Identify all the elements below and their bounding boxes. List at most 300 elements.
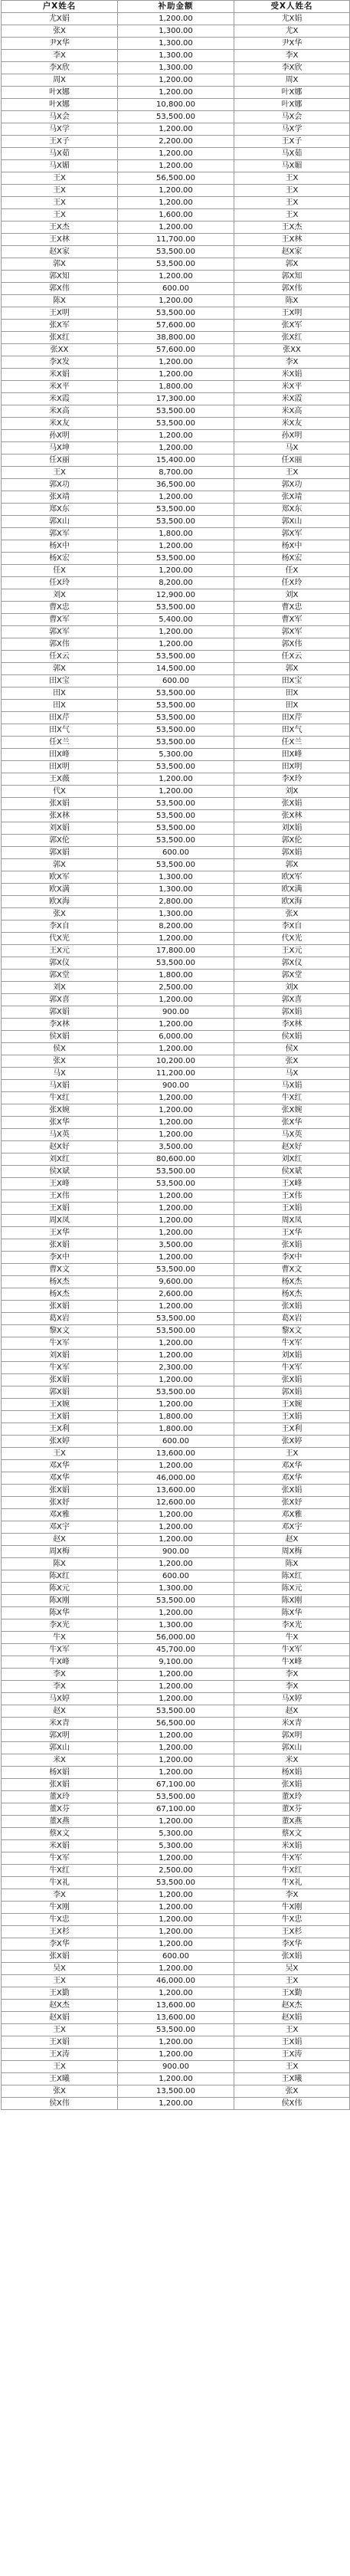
recipient-name-cell: 王X娟 [234, 2036, 350, 2049]
subsidy-amount-cell: 53,500.00 [118, 405, 234, 418]
household-name-cell: 陈X元 [2, 1583, 118, 1595]
table-row [2, 1055, 350, 1068]
table-row [2, 724, 350, 737]
recipient-name-cell: 张XX [234, 344, 350, 356]
subsidy-amount-cell: 1,800.00 [118, 970, 234, 982]
recipient-name-cell: 吴X [234, 1963, 350, 1975]
household-name-cell: 张X娟 [2, 798, 118, 810]
recipient-name-cell: 郭X仪 [234, 957, 350, 970]
recipient-name-cell: 叶X娜 [234, 87, 350, 99]
subsidy-amount-cell: 53,500.00 [118, 2024, 234, 2036]
recipient-name-cell: 田X [234, 687, 350, 700]
household-name-cell: 蔡X文 [2, 1828, 118, 1840]
table-row [2, 405, 350, 418]
subsidy-amount-cell: 1,200.00 [118, 1190, 234, 1203]
subsidy-amount-cell: 3,500.00 [118, 1141, 234, 1153]
recipient-name-cell: 刘X [234, 982, 350, 994]
household-name-cell: 欧X满 [2, 884, 118, 896]
subsidy-amount-cell: 1,200.00 [118, 1681, 234, 1693]
recipient-name-cell: 王X [234, 172, 350, 185]
subsidy-amount-cell: 1,200.00 [118, 2073, 234, 2085]
household-name-cell: 王X子 [2, 136, 118, 148]
table-row [2, 994, 350, 1006]
household-name-cell: 王X [2, 197, 118, 209]
recipient-name-cell: 董X玲 [234, 1791, 350, 1803]
household-name-cell: 米X娟 [2, 1840, 118, 1852]
table-row [2, 1632, 350, 1644]
household-name-cell: 张X娟 [2, 1485, 118, 1497]
recipient-name-cell: 杨X杰 [234, 1288, 350, 1301]
recipient-name-cell: 周X梅 [234, 1546, 350, 1558]
subsidy-amount-cell: 53,500.00 [118, 687, 234, 700]
household-name-cell: 刘X娟 [2, 822, 118, 835]
household-name-cell: 周X凤 [2, 1215, 118, 1227]
table-row [2, 1570, 350, 1583]
table-row [2, 271, 350, 283]
household-name-cell: 王X [2, 1975, 118, 1987]
subsidy-amount-cell: 2,600.00 [118, 1288, 234, 1301]
subsidy-amount-cell: 2,500.00 [118, 982, 234, 994]
household-name-cell: 李X发 [2, 356, 118, 369]
recipient-name-cell: 张X娟 [234, 1374, 350, 1386]
household-name-cell: 张X军 [2, 320, 118, 332]
household-name-cell: 张X [2, 908, 118, 920]
household-name-cell: 郭X [2, 663, 118, 675]
household-name-cell: 郑X东 [2, 504, 118, 516]
subsidy-amount-cell: 3,500.00 [118, 1239, 234, 1252]
recipient-name-cell: 赵X好 [234, 1141, 350, 1153]
recipient-name-cell: 牛X刚 [234, 1902, 350, 1914]
table-row [2, 74, 350, 87]
subsidy-amount-cell: 36,500.00 [118, 479, 234, 491]
header-row [2, 1, 350, 13]
subsidy-amount-cell: 1,200.00 [118, 2049, 234, 2061]
subsidy-amount-cell: 1,200.00 [118, 1852, 234, 1865]
table-row [2, 638, 350, 651]
household-name-cell: 孙X明 [2, 430, 118, 442]
recipient-name-cell: 田X峰 [234, 749, 350, 761]
table-row [2, 1423, 350, 1436]
recipient-name-cell: 张X娟 [234, 798, 350, 810]
subsidy-amount-cell: 1,200.00 [118, 1558, 234, 1570]
household-name-cell: 郭X [2, 258, 118, 271]
household-name-cell: 任X [2, 565, 118, 577]
table-row [2, 87, 350, 99]
subsidy-amount-cell: 1,200.00 [118, 2098, 234, 2110]
recipient-name-cell: 马X英 [234, 1129, 350, 1141]
table-row [2, 1141, 350, 1153]
household-name-cell: 郭X堂 [2, 970, 118, 982]
subsidy-amount-cell: 53,500.00 [118, 1264, 234, 1276]
household-name-cell: 张X靖 [2, 491, 118, 504]
subsidy-amount-cell: 1,200.00 [118, 1019, 234, 1031]
subsidy-amount-cell: 1,200.00 [118, 1043, 234, 1055]
household-name-cell: 王X峰 [2, 1178, 118, 1190]
subsidy-amount-cell: 1,200.00 [118, 994, 234, 1006]
household-name-cell: 周X梅 [2, 1546, 118, 1558]
table-row [2, 712, 350, 724]
table-row [2, 1337, 350, 1350]
recipient-name-cell: 侯X [234, 1043, 350, 1055]
table-row [2, 1595, 350, 1607]
subsidy-amount-cell: 15,400.00 [118, 454, 234, 467]
recipient-name-cell: 陈X [234, 1558, 350, 1570]
table-row [2, 884, 350, 896]
recipient-name-cell: 张X妤 [234, 1497, 350, 1509]
household-name-cell: 马X会 [2, 111, 118, 123]
household-name-cell: 杨X杰 [2, 1288, 118, 1301]
subsidy-amount-cell: 9,100.00 [118, 1656, 234, 1669]
recipient-name-cell: 李X中 [234, 1252, 350, 1264]
subsidy-amount-cell: 53,500.00 [118, 418, 234, 430]
table-row [2, 2012, 350, 2024]
subsidy-amount-cell: 1,200.00 [118, 123, 234, 136]
household-name-cell: 刘X红 [2, 1153, 118, 1166]
recipient-name-cell: 郭X堂 [234, 970, 350, 982]
household-name-cell: 赵X [2, 1705, 118, 1718]
recipient-name-cell: 尤X娟 [234, 13, 350, 25]
table-row [2, 1926, 350, 1938]
recipient-name-cell: 王X娟 [234, 1411, 350, 1423]
subsidy-amount-cell: 53,500.00 [118, 1705, 234, 1718]
household-name-cell: 陈X刚 [2, 1595, 118, 1607]
household-name-cell: 赵X家 [2, 246, 118, 258]
household-name-cell: 邓X宇 [2, 1521, 118, 1534]
table-row [2, 344, 350, 356]
recipient-name-cell: 田X芹 [234, 712, 350, 724]
household-name-cell: 赵X娟 [2, 2012, 118, 2024]
table-row [2, 430, 350, 442]
household-name-cell: 杨X杰 [2, 1276, 118, 1288]
household-name-cell: 叶X娜 [2, 99, 118, 111]
recipient-name-cell: 任X丽 [234, 454, 350, 467]
recipient-name-cell: 欧X海 [234, 896, 350, 908]
table-row [2, 1558, 350, 1570]
subsidy-amount-cell: 56,000.00 [118, 1632, 234, 1644]
household-name-cell: 葛X岩 [2, 1313, 118, 1325]
household-name-cell: 王X薇 [2, 773, 118, 786]
recipient-name-cell: 欧X军 [234, 871, 350, 884]
recipient-name-cell: 米X霞 [234, 393, 350, 405]
table-row [2, 369, 350, 381]
table-row [2, 1852, 350, 1865]
table-row [2, 1681, 350, 1693]
subsidy-amount-cell: 1,300.00 [118, 871, 234, 884]
household-name-cell: 马X英 [2, 1129, 118, 1141]
table-row [2, 1485, 350, 1497]
recipient-name-cell: 王X [234, 1448, 350, 1460]
table-row [2, 1472, 350, 1485]
table-row [2, 111, 350, 123]
household-name-cell: 吴X [2, 1963, 118, 1975]
household-name-cell: 侯X娟 [2, 1031, 118, 1043]
table-row [2, 1374, 350, 1386]
recipient-name-cell: 任X玲 [234, 577, 350, 589]
table-row [2, 1742, 350, 1754]
recipient-name-cell: 张X娟 [234, 1239, 350, 1252]
table-row [2, 1914, 350, 1926]
recipient-name-cell: 侯X伟 [234, 2098, 350, 2110]
subsidy-amount-cell: 2,500.00 [118, 1865, 234, 1877]
subsidy-amount-cell: 11,700.00 [118, 234, 234, 246]
recipient-name-cell: 杨X娟 [234, 1767, 350, 1779]
household-name-cell: 张X婉 [2, 1104, 118, 1117]
table-row [2, 614, 350, 626]
table-row [2, 123, 350, 136]
subsidy-amount-cell: 56,500.00 [118, 172, 234, 185]
household-name-cell: 田X气 [2, 724, 118, 737]
table-row [2, 1350, 350, 1362]
subsidy-amount-cell: 1,200.00 [118, 1374, 234, 1386]
recipient-name-cell: 王X娟 [234, 1203, 350, 1215]
household-name-cell: 田X [2, 687, 118, 700]
table-row [2, 798, 350, 810]
recipient-name-cell: 任X [234, 565, 350, 577]
recipient-name-cell: 邓X宇 [234, 1521, 350, 1534]
table-row [2, 957, 350, 970]
recipient-name-cell: 郭X功 [234, 479, 350, 491]
household-name-cell: 陈X [2, 295, 118, 307]
table-row [2, 1803, 350, 1816]
recipient-name-cell: 田X明 [234, 761, 350, 773]
subsidy-amount-cell: 1,200.00 [118, 1987, 234, 2000]
recipient-name-cell: 张X [234, 908, 350, 920]
subsidy-amount-cell: 600.00 [118, 1570, 234, 1583]
household-name-cell: 代X光 [2, 933, 118, 945]
recipient-name-cell: 董X芬 [234, 1803, 350, 1816]
recipient-name-cell: 郭X [234, 859, 350, 871]
subsidy-amount-cell: 6,000.00 [118, 1031, 234, 1043]
household-name-cell: 刘X [2, 982, 118, 994]
table-row [2, 172, 350, 185]
subsidy-amount-cell: 1,200.00 [118, 1607, 234, 1619]
table-row [2, 540, 350, 553]
household-name-cell: 牛X [2, 1632, 118, 1644]
table-row [2, 1791, 350, 1803]
household-name-cell: 王X元 [2, 945, 118, 957]
recipient-name-cell: 邓X华 [234, 1472, 350, 1485]
table-body [2, 13, 350, 2110]
subsidy-amount-cell: 1,300.00 [118, 62, 234, 74]
table-row [2, 1043, 350, 1055]
table-row [2, 982, 350, 994]
household-name-cell: 曹X忠 [2, 602, 118, 614]
household-name-cell: 王X [2, 209, 118, 222]
table-row [2, 761, 350, 773]
household-name-cell: 李X [2, 50, 118, 62]
household-name-cell: 牛X忠 [2, 1914, 118, 1926]
recipient-name-cell: 米X青 [234, 1718, 350, 1730]
household-name-cell: 王X [2, 2024, 118, 2036]
recipient-name-cell: 王X涛 [234, 2049, 350, 2061]
table-row [2, 2024, 350, 2036]
household-name-cell: 郭X娟 [2, 1386, 118, 1399]
table-row [2, 737, 350, 749]
subsidy-amount-cell: 53,500.00 [118, 307, 234, 320]
household-name-cell: 王X杉 [2, 1926, 118, 1938]
table-row [2, 1117, 350, 1129]
household-name-cell: 杨X宏 [2, 553, 118, 565]
household-name-cell: 田X宝 [2, 675, 118, 687]
recipient-name-cell: 李X [234, 1889, 350, 1902]
subsidy-amount-cell: 1,300.00 [118, 884, 234, 896]
subsidy-amount-cell: 80,600.00 [118, 1153, 234, 1166]
recipient-name-cell: 李X [234, 50, 350, 62]
subsidy-amount-cell: 600.00 [118, 283, 234, 295]
subsidy-amount-cell: 53,500.00 [118, 700, 234, 712]
household-name-cell: 马X [2, 1068, 118, 1080]
recipient-name-cell: 刘X [234, 589, 350, 602]
subsidy-amount-cell: 1,200.00 [118, 1938, 234, 1951]
table-row [2, 1227, 350, 1239]
table-row [2, 516, 350, 528]
subsidy-amount-cell: 900.00 [118, 2061, 234, 2073]
table-row [2, 136, 350, 148]
subsidy-amount-cell: 1,200.00 [118, 1669, 234, 1681]
table-row [2, 1509, 350, 1521]
recipient-name-cell: 张X林 [234, 810, 350, 822]
subsidy-table [1, 0, 350, 2110]
table-row [2, 933, 350, 945]
table-row [2, 2000, 350, 2012]
subsidy-amount-cell: 1,200.00 [118, 786, 234, 798]
subsidy-amount-cell: 1,200.00 [118, 1252, 234, 1264]
recipient-name-cell: 王X林 [234, 234, 350, 246]
table-row [2, 1203, 350, 1215]
recipient-name-cell: 米X娟 [234, 369, 350, 381]
recipient-name-cell: 马X学 [234, 123, 350, 136]
household-name-cell: 任X兰 [2, 737, 118, 749]
table-row [2, 700, 350, 712]
household-name-cell: 代X [2, 786, 118, 798]
recipient-name-cell: 任X云 [234, 651, 350, 663]
household-name-cell: 任X云 [2, 651, 118, 663]
subsidy-amount-cell: 1,200.00 [118, 369, 234, 381]
household-name-cell: 陈X [2, 1558, 118, 1570]
recipient-name-cell: 王X [234, 2024, 350, 2036]
recipient-name-cell: 牛X军 [234, 1337, 350, 1350]
household-name-cell: 郭X伟 [2, 638, 118, 651]
table-row [2, 1104, 350, 1117]
table-row [2, 504, 350, 516]
subsidy-amount-cell: 1,200.00 [118, 430, 234, 442]
recipient-name-cell: 牛X [234, 1632, 350, 1644]
table-row [2, 1386, 350, 1399]
household-name-cell: 王X杰 [2, 222, 118, 234]
subsidy-amount-cell: 1,200.00 [118, 1129, 234, 1141]
subsidy-amount-cell: 53,500.00 [118, 957, 234, 970]
recipient-name-cell: 牛X礼 [234, 1877, 350, 1889]
household-name-cell: 曹X军 [2, 614, 118, 626]
table-row [2, 847, 350, 859]
recipient-name-cell: 邓X雅 [234, 1509, 350, 1521]
household-name-cell: 王X娟 [2, 1203, 118, 1215]
subsidy-amount-cell: 900.00 [118, 1546, 234, 1558]
household-name-cell: 赵X好 [2, 1141, 118, 1153]
household-name-cell: 王X明 [2, 307, 118, 320]
subsidy-amount-cell: 1,200.00 [118, 1816, 234, 1828]
table-row [2, 565, 350, 577]
table-row [2, 1607, 350, 1619]
subsidy-amount-cell: 1,200.00 [118, 1350, 234, 1362]
subsidy-amount-cell: 1,300.00 [118, 908, 234, 920]
table-row [2, 283, 350, 295]
household-name-cell: 杨X娟 [2, 1767, 118, 1779]
recipient-name-cell: 李X [234, 356, 350, 369]
recipient-name-cell: 王X峰 [234, 1178, 350, 1190]
recipient-name-cell: 马X媚 [234, 160, 350, 172]
table-row [2, 1718, 350, 1730]
household-name-cell: 张X [2, 1055, 118, 1068]
recipient-name-cell: 牛X忠 [234, 1914, 350, 1926]
table-row [2, 1693, 350, 1705]
table-row [2, 1313, 350, 1325]
table-row [2, 1215, 350, 1227]
household-name-cell: 尹X华 [2, 38, 118, 50]
table-row [2, 2085, 350, 2098]
table-row [2, 1730, 350, 1742]
household-name-cell: 李X [2, 1681, 118, 1693]
household-name-cell: 王X涛 [2, 2049, 118, 2061]
subsidy-amount-cell: 1,200.00 [118, 271, 234, 283]
recipient-name-cell: 刘X娟 [234, 822, 350, 835]
table-row [2, 687, 350, 700]
subsidy-amount-cell: 13,500.00 [118, 2085, 234, 2098]
table-row [2, 1779, 350, 1791]
table-row [2, 1460, 350, 1472]
household-name-cell: 王X [2, 467, 118, 479]
table-row [2, 2073, 350, 2085]
recipient-name-cell: 赵X杰 [234, 2000, 350, 2012]
table-row [2, 1767, 350, 1779]
subsidy-amount-cell: 1,200.00 [118, 1742, 234, 1754]
household-name-cell: 郭X [2, 859, 118, 871]
subsidy-amount-cell: 1,200.00 [118, 1926, 234, 1938]
recipient-name-cell: 欧X满 [234, 884, 350, 896]
recipient-name-cell: 代X光 [234, 933, 350, 945]
subsidy-amount-cell: 56,500.00 [118, 1718, 234, 1730]
household-name-cell: 牛X军 [2, 1362, 118, 1374]
subsidy-amount-cell: 53,500.00 [118, 1877, 234, 1889]
household-name-cell: 牛X刚 [2, 1902, 118, 1914]
recipient-name-cell: 王X [234, 2061, 350, 2073]
table-row [2, 1644, 350, 1656]
recipient-name-cell: 孙X明 [234, 430, 350, 442]
household-name-cell: 郭X明 [2, 1730, 118, 1742]
subsidy-amount-cell: 1,200.00 [118, 1215, 234, 1227]
header-recipient-name: 受X人姓名 [234, 1, 350, 13]
subsidy-amount-cell: 1,300.00 [118, 25, 234, 38]
household-name-cell: 杨X中 [2, 540, 118, 553]
recipient-name-cell: 牛X军 [234, 1644, 350, 1656]
table-row [2, 1006, 350, 1019]
table-row [2, 1019, 350, 1031]
subsidy-amount-cell: 1,200.00 [118, 1693, 234, 1705]
subsidy-amount-cell: 13,600.00 [118, 2012, 234, 2024]
subsidy-amount-cell: 53,500.00 [118, 712, 234, 724]
table-row [2, 1902, 350, 1914]
table-row [2, 1951, 350, 1963]
recipient-name-cell: 曹X军 [234, 614, 350, 626]
subsidy-amount-cell: 53,500.00 [118, 798, 234, 810]
table-row [2, 835, 350, 847]
table-row [2, 1705, 350, 1718]
recipient-name-cell: 郭X山 [234, 1742, 350, 1754]
table-row [2, 381, 350, 393]
table-row [2, 1497, 350, 1509]
subsidy-amount-cell: 2,300.00 [118, 1362, 234, 1374]
household-name-cell: 牛X军 [2, 1644, 118, 1656]
